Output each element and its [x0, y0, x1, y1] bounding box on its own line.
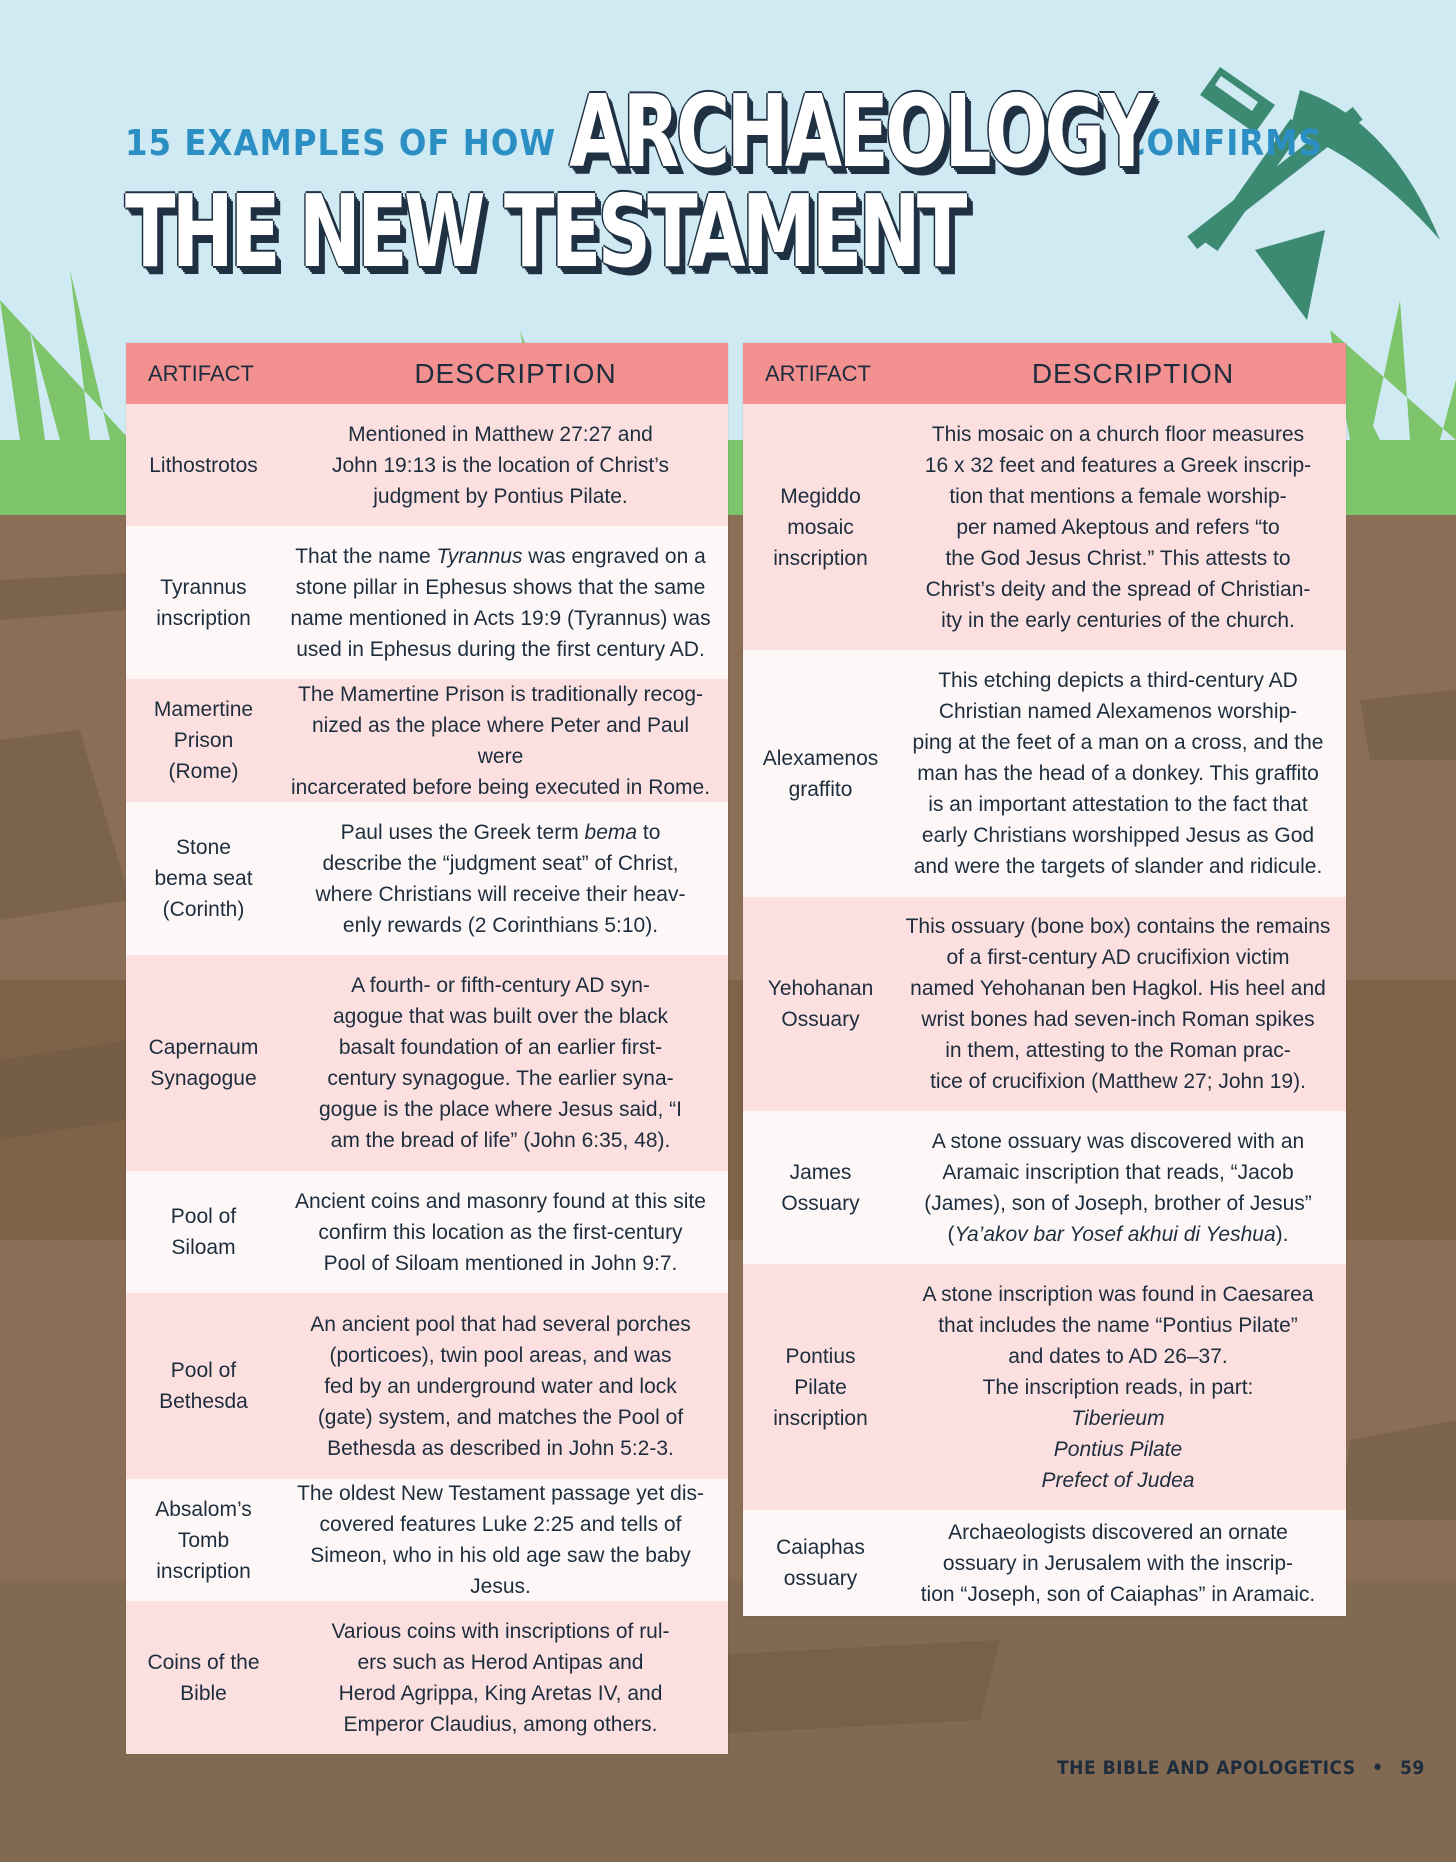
description-text: A stone inscription was found in Caesarea that includes the name “Pontius Pilate” and dates to AD 26–37. The inscription reads, in part: — [922, 1282, 1314, 1399]
table-row — [126, 526, 728, 679]
artifact-description: This mosaic on a church floor measures 16 x 32 feet and features a Greek inscrip- tion that mentions a female worship- per named Akeptous and refers “to the God Jesus Christ.” This attests to Christ’s deity and the spread of Christian- ity in the early centuries of the church. — [924, 422, 1312, 632]
page-footer — [1057, 1757, 1425, 1779]
artifact-name: Pontius Pilate inscription — [773, 1344, 868, 1430]
artifact-name: Pool of Siloam — [170, 1205, 237, 1259]
table-header — [126, 343, 728, 404]
italic-text: bema — [584, 820, 638, 844]
footer-separator: • — [1372, 1757, 1384, 1779]
description-text: ). — [1275, 1222, 1289, 1246]
description-text: to describe the “judgment seat” of Christ, where Christians will receive their heav- enly rewards (2 Corinthians 5:10). — [315, 820, 686, 937]
artifact-name: Yehohanan Ossuary — [767, 977, 874, 1031]
artifact-name: James Ossuary — [781, 1160, 860, 1215]
description-text: Paul uses the Greek term — [340, 820, 585, 844]
artifact-description — [898, 1279, 1346, 1496]
table-row — [743, 1510, 1346, 1616]
table-row — [126, 955, 728, 1171]
artifact-name: Tyrannus inscription — [156, 575, 251, 630]
column-header-description: DESCRIPTION — [1031, 357, 1235, 389]
title-line-1 — [125, 73, 1323, 190]
description-text: was engraved on a stone pillar in Ephesus shows that the same name mentioned in Acts 19:9 (Tyrannus) was used in Ephesus during the first century AD. — [290, 544, 711, 661]
table-row — [126, 802, 728, 955]
table-header — [743, 343, 1346, 404]
table-row — [126, 404, 728, 526]
table-row — [743, 650, 1346, 897]
column-header-artifact: ARTIFACT — [765, 360, 871, 386]
table-row — [743, 1264, 1346, 1510]
artifact-description: This etching depicts a third-century AD Christian named Alexamenos worship- ping at the feet of a man on a cross, and the man has the head of a donkey. This graffito is an important attestation to the fact that early Christians worshipped Jesus as God and were the targets of slander and ridicule. — [912, 669, 1324, 878]
table-row — [126, 679, 728, 802]
table-row — [126, 1293, 728, 1479]
table-row — [743, 404, 1346, 650]
description-text: A stone ossuary was discovered with an Aramaic inscription that reads, “Jacob (James), son of Joseph, brother of Jesus” ( — [924, 1129, 1312, 1246]
description-text: That the name — [295, 544, 437, 568]
table-row — [126, 1171, 728, 1293]
artifact-description: A fourth- or fifth-century AD syn- agogue that was built over the black basalt foundation of an earlier first- century synagogue. The earlier syna- gogue is the place where Jesus said, “I am the bread of life” (John 6:35, 48). — [318, 974, 683, 1152]
table-row — [126, 1479, 728, 1601]
artifact-description: An ancient pool that had several porches (porticoes), twin pool areas, and was fed by an underground water and lock (gate) system, and matches the Pool of Bethesda as described in John 5:2-3. — [310, 1312, 691, 1460]
artifact-table-left — [126, 343, 728, 1754]
title-prefix: 15 EXAMPLES OF HOW — [125, 123, 557, 164]
table-row — [126, 1601, 728, 1754]
italic-text: Tyrannus — [436, 544, 523, 568]
artifact-name: Megiddo mosaic inscription — [773, 484, 868, 570]
artifact-table-right — [743, 343, 1346, 1616]
artifact-name: Caiaphas ossuary — [776, 1536, 865, 1590]
footer-title: THE BIBLE AND APOLOGETICS — [1057, 1757, 1356, 1779]
artifact-name: Alexamenos graffito — [762, 746, 879, 801]
artifact-description: Ancient coins and masonry found at this site confirm this location as the first-century Pool of Siloam mentioned in John 9:7. — [295, 1189, 706, 1275]
artifact-description: The oldest New Testament passage yet dis- covered features Luke 2:25 and tells of Simeon, who in his old age saw the baby Jesus. — [297, 1482, 704, 1598]
artifact-description — [898, 1126, 1346, 1250]
artifact-description: This ossuary (bone box) contains the remains of a first-century AD crucifixion victim named Yehohanan ben Hagkol. His heel and wrist bones had seven-inch Roman spikes in them, attesting to the Roman prac- tice of crucifixion (Matthew 27; John 19). — [905, 915, 1331, 1093]
artifact-name: Capernaum Synagogue — [148, 1036, 259, 1090]
page-number: 59 — [1400, 1757, 1425, 1779]
title-line-2 — [125, 173, 1258, 290]
artifact-name: Lithostrotos — [149, 453, 258, 477]
title-highlight: ARCHAEOLOGY — [568, 73, 1150, 190]
artifact-name: Stone bema seat (Corinth) — [154, 836, 253, 921]
column-header-artifact: ARTIFACT — [148, 360, 254, 386]
table-row — [743, 1111, 1346, 1264]
artifact-name: Coins of the Bible — [147, 1650, 260, 1705]
artifact-description: Mentioned in Matthew 27:27 and John 19:13 is the location of Christ’s judgment by Pontius Pilate. — [332, 422, 669, 508]
artifact-description: Archaeologists discovered an ornate ossuary in Jerusalem with the inscrip- tion “Joseph, son of Caiaphas” in Aramaic. — [920, 1520, 1316, 1606]
artifact-name: Mamertine Prison (Rome) — [153, 698, 254, 783]
title-suffix: CONFIRMS — [1121, 123, 1323, 164]
artifact-description: The Mamertine Prison is traditionally recog- nized as the place where Peter and Paul were incarcerated before being executed in Rome. — [290, 682, 711, 799]
artifact-name: Absalom’s Tomb inscription — [155, 1497, 252, 1583]
italic-text: Ya’akov bar Yosef akhui di Yeshua — [954, 1222, 1276, 1246]
page-title: THE NEW TESTAMENT — [125, 173, 964, 290]
table-row — [743, 897, 1346, 1111]
artifact-description: Various coins with inscriptions of rul- ers such as Herod Antipas and Herod Agrippa, King Aretas IV, and Emperor Claudius, among others. — [331, 1619, 670, 1736]
artifact-description — [281, 817, 728, 941]
artifact-name: Pool of Bethesda — [159, 1359, 248, 1413]
italic-text: Tiberieum Pontius Pilate Prefect of Judea — [1041, 1406, 1195, 1492]
column-header-description: DESCRIPTION — [414, 357, 617, 389]
artifact-description — [281, 541, 728, 665]
